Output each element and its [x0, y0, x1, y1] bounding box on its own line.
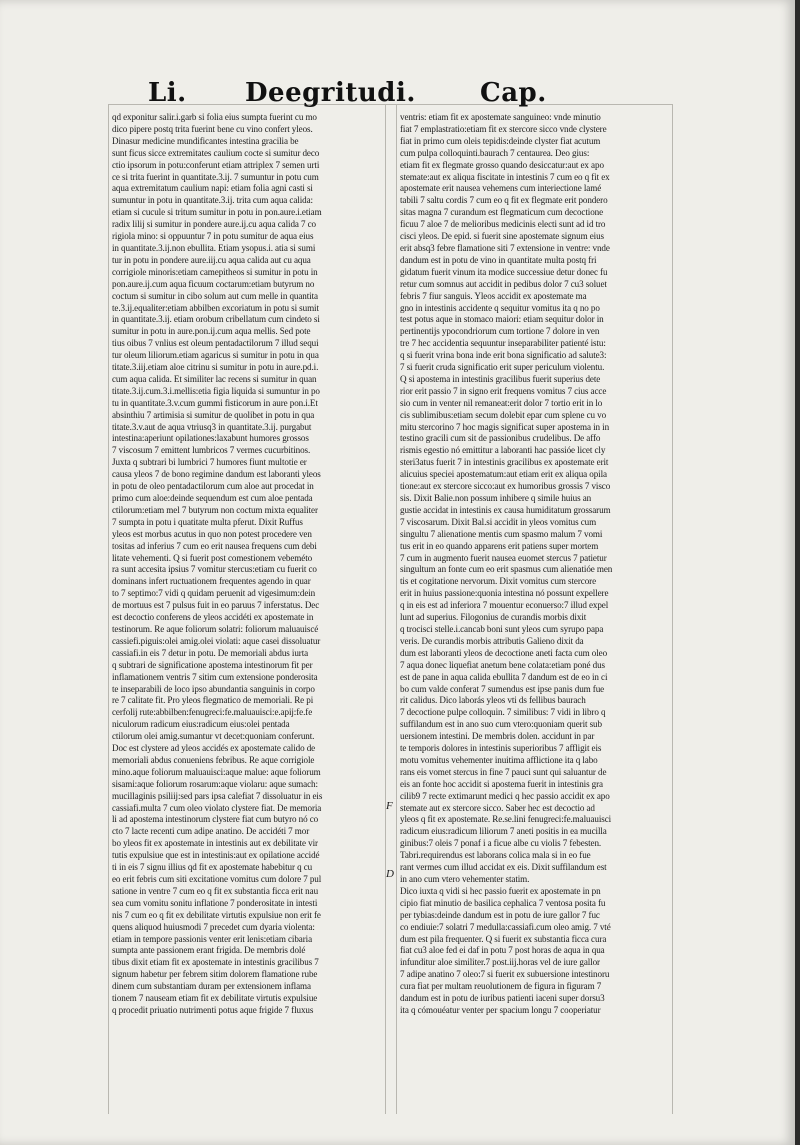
text-line: tis et cogitatione nervorum. Dixit vomitus cum stercore	[400, 576, 597, 587]
text-line: cum pulpa colloquinti.baurach 7 centaurea. Deo gius:	[400, 147, 590, 158]
head-chapter: Cap.	[480, 78, 547, 108]
text-line: cassiafi.in eis 7 detur in potu. De memoriali abdus iurta	[112, 647, 309, 658]
text-line: 7 viscosum 7 emittent lumbricos 7 vermes cucurbitinos.	[112, 445, 311, 456]
text-line: ra sunt accesita ipsius 7 vomitur stercus:etiam cu fuerit co	[112, 564, 317, 575]
text-line: etiam fit ex flegmate grosso quando desiccatur:aut ex apo	[400, 159, 604, 170]
text-line: ita q cómouéatur venter per spacium longu 7 cooperiatur	[400, 1004, 601, 1015]
text-line: fiat 7 emplastratio:etiam fit ex stercore sicco vnde clystere	[400, 123, 607, 134]
text-line: li ad apostema intestinorum clystere fiat cum butyro nó co	[112, 814, 319, 825]
head-folio: Li.	[148, 78, 187, 108]
vertical-rule-left	[108, 104, 109, 1114]
text-line: titate.3.ij.cum.3.i.mellis:etia figia liquida si sumuntur in po	[112, 385, 320, 396]
text-line: eo erit febris cum siti excitatione vomitus cum dolore 7 pul	[112, 874, 322, 884]
text-line: apostemate erit nausea vehemens cum interiectione lamé	[400, 183, 602, 194]
text-line: motu vomitus vehementer inuitima afflictione ita q labo	[400, 754, 598, 765]
margin-note-d: D	[386, 868, 394, 880]
vertical-rule-gutter-right	[396, 104, 397, 1114]
text-line: cis sublimibus:etiam secum dolebit epar cum splene cu vo	[400, 409, 607, 420]
left-text-column	[112, 112, 382, 1017]
text-line: corrigiole minoris:etiam camepitheos si sumitur in potu in	[112, 266, 318, 277]
text-line: te temporis dolores in intestinis superioribus 7 affligit eis	[400, 743, 602, 754]
text-line: ti in eis 7 signu illius qd fit ex apostemate habebitur q cu	[112, 862, 313, 873]
text-line: sumpta ante passionem erant frigida. De membris dolé	[112, 945, 306, 956]
text-line: yleos est morbus acutus in quo non potest procedere ven	[112, 528, 312, 539]
text-line: 7 decoctione pulpe colloquin. 7 similibus: 7 vidi in libro q	[400, 707, 606, 718]
right-text-column	[400, 112, 670, 1017]
text-line: 7 si fuerit cruda significatio erit super periculum violentu.	[400, 362, 605, 373]
text-line: gidatum fuerit vinum ita modice successiue detur donec fu	[400, 266, 608, 277]
text-line: infunditur aloe similiter.7 post.iij.horas vel de iure gallor	[400, 957, 600, 968]
text-line: q procedit priuatio nutrimenti potus aque frigide 7 fluxus	[112, 1004, 314, 1015]
text-line: sumuntur in potu in quantitate.3.ij. trita cum aqua calida:	[112, 195, 313, 206]
text-line: satione in ventre 7 cum eo q fit ex substantia ficca erit nau	[112, 885, 319, 896]
text-line: te inseparabili de loco ipso abundantia sanguinis in corpo	[112, 683, 315, 694]
text-line: rismis egestio nó emittitur a laboranti hac passióe licet cly	[400, 445, 606, 456]
text-line: absinthiu 7 artimisia si sumitur de quolibet in potu in qua	[112, 409, 315, 420]
text-line: in ano cum vtero vehementer statim.	[400, 874, 530, 884]
text-line: in potu de oleo pentadactilorum cum aloe aut procedat in	[112, 481, 314, 492]
text-line: ficuu 7 aloe 7 de melioribus medicinis electi sunt ad id tro	[400, 219, 606, 230]
text-line: tur in potu in pondere aure.iij.cu aqua calida aut cu aqua	[112, 254, 311, 265]
text-line: tutis expulsiue que est in intestinis:aut ex opilatione accidé	[112, 850, 320, 861]
text-line: stemate aut ex stercore sicco. Saber hec est decoctio ad	[400, 802, 595, 813]
text-line: dico pipere postq trita fuerint bene cu vino confert yleos.	[112, 123, 313, 134]
text-line: Dico iuxta q vidi si hec passio fuerit ex apostemate in pn	[400, 885, 601, 896]
text-line: ctio ipsorum in potu:conferunt etiam attriplex 7 semen urti	[112, 159, 320, 170]
text-line: quens aliquod huiusmodi 7 precedet cum dyaria violenta:	[112, 921, 315, 932]
text-line: sio cum in venter nil remaneat:erit dolor 7 tortio erit in lo	[400, 397, 603, 408]
text-line: cassiefi.piguis:olei amig.olei violati: aque casei dissoluatur	[112, 635, 321, 646]
text-line: ventris: etiam fit ex apostemate sanguineo: vnde minutio	[400, 112, 601, 122]
text-line: coctum si sumitur in cibo solum aut cum melle in quantita	[112, 290, 318, 301]
text-line: tositas ad inferius 7 cum eo erit nausea frequens cum debi	[112, 540, 317, 551]
text-line: re 7 calitate fit. Pro yleos flegmatico de memoriali. Re pi	[112, 695, 314, 706]
text-line: fiat in primo cum oleis tepidis:deinde clyster fiat acutum	[400, 135, 601, 146]
text-line: singultu 7 alienatione mentis cum spasmo malum 7 vomi	[400, 528, 603, 539]
text-line: cerfolij rute:abbilben:fenugreci:fe.maluauisci:e.apij:fe.fe	[112, 707, 313, 718]
text-line: mino.aque foliorum maluauisci:aque malue: aque foliorum	[112, 766, 321, 777]
text-line: dum est pila frequenter. Q si fuerit ex substantia ficca cura	[400, 933, 607, 944]
text-line: sumitur in potu in aure.pon.ij.cum aqua mellis. Sed pote	[112, 326, 311, 337]
text-line: rit calidus. Dico laborás yleos vti ds fellibus baurach	[400, 695, 586, 706]
text-line: mitu stercorino 7 hoc magis significat super apostema in in	[400, 421, 610, 432]
text-line: nis 7 cum eo q fit ex debilitate virtutis expulsiue non erit fe	[112, 909, 321, 920]
text-line: q in eis est ad inferiora 7 mouentur econuerso:7 illud expel	[400, 600, 609, 611]
text-line: dandum est in potu de vino in quantitate multa postq fri	[400, 254, 597, 265]
text-line: cum aqua calida. Et similiter lac recens si sumitur in quan	[112, 373, 317, 384]
text-line: fiat cu3 aloe fed ei daf in potu 7 post horas de aqua in qua	[400, 945, 605, 956]
text-line: Juxta q subtrari bi lumbrici 7 humores fiunt multotie er	[112, 457, 307, 468]
text-line: sea cum vomitu sonitu inflatione 7 ponderositate in intesti	[112, 897, 318, 908]
text-line: dominans infert ructuationem frequentes agendo in quar	[112, 576, 311, 587]
text-line: 7 sumpta in potu i quatitate multa pferut. Dixit Ruffus	[112, 516, 303, 527]
text-line: memoriali abdus conueniens febribus. Re aque corrigiole	[112, 754, 315, 765]
text-line: bo yleos fit ex apostemate in intestinis aut ex debilitate vir	[112, 838, 318, 849]
text-line: veris. De curandis morbis attributis Galieno dixit da	[400, 635, 584, 646]
text-line: ctilorum olei amig.sumantur vt decet:quoniam conferunt.	[112, 731, 315, 742]
text-line: te.3.ij.equaliter:etiam abbilben excoriatum in potu si sumit	[112, 302, 319, 313]
text-line: tius oibus 7 vnlius est oleum pentadactilorum 7 illud sequi	[112, 338, 319, 349]
text-line: mucillaginis psiliij:sed pars ipsa calefiat 7 dissoluatur in eis	[112, 790, 323, 801]
text-line: sitas magna 7 curandum est flegmaticum cum decoctione	[400, 207, 604, 218]
text-line: febris 7 fiur sanguis. Yleos accidit ex apostemate ma	[400, 290, 587, 301]
text-line: tione:aut ex stercore sicco:aut ex humoribus grossis 7 visco	[400, 481, 611, 492]
text-line: intestina:aperiunt opilationes:laxabunt humores grossos	[112, 433, 309, 444]
text-line: titate.3.iij.etiam aloe citrinu si sumitur in potu in aure.pd.i.	[112, 362, 319, 373]
text-line: aqua extremitatum caulium napi: etiam folia agni casti si	[112, 183, 313, 194]
text-line: q si fuerit vrina bona inde erit bona significatio ad salute3:	[400, 350, 607, 361]
text-line: tus erit in eo quando apparens erit patiens super mortem	[400, 540, 599, 551]
text-line: gno in intestinis accidente q sequitur vomitus ita q no po	[400, 302, 600, 313]
text-line: dinem cum substantiam duram per extensionem inflama	[112, 981, 311, 992]
text-line: ginibus:7 oleis 7 ponaf i a ficue albe cu violis 7 febesten.	[400, 838, 602, 849]
text-line: cilib9 7 recte extimarunt medici q hec passio accidit ex apo	[400, 790, 610, 801]
text-line: cto 7 lacte recenti cum adipe anatino. De accidéti 7 mor	[112, 826, 310, 837]
text-line: Tabri.requirendus est laborans colica mala si in eo fue	[400, 850, 591, 861]
text-line: niculorum radicum eius:radicum eius:olei pentada	[112, 719, 290, 730]
text-line: causa yleos 7 de bono regimine dandum est laboranti yleos	[112, 469, 321, 480]
text-line: est decoctio conferens de yleos accidéti ex apostemate in	[112, 612, 314, 623]
text-line: tur oleum liliorum.etiam agaricus si sumitur in potu in qua	[112, 350, 319, 361]
text-line: ce si trita fuerint in quantitate.3.ij. 7 sumuntur in potu cum	[112, 171, 319, 182]
text-line: 7 adipe anatino 7 oleo:7 si fuerit ex subuersione intestinoru	[400, 969, 610, 980]
text-line: qd exponitur salir.i.garb si folia eius sumpta fuerint cu mo	[112, 112, 317, 122]
text-line: tu in quantitate.3.v.cum gummi fisticorum in aure pon.i.Et	[112, 397, 318, 408]
text-line: inflamationem ventris 7 sitim cum extensione ponderosita	[112, 671, 318, 682]
text-line: lunt ad superius. Filogonius de curandis morbis dixit	[400, 612, 587, 623]
text-line: est de pane in aqua calida ebullita 7 dandum est de eo in ci	[400, 671, 608, 682]
text-line: Q si apostema in intestinis gracilibus fuerit superius dete	[400, 373, 601, 384]
text-line: radix lilij si sumitur in pondere aure.ij.cu aqua calida 7 co	[112, 219, 317, 230]
text-line: radicum eius:radicum liliorum 7 aneti positis in ea mucilla	[400, 826, 607, 837]
text-line: tibus dixit etiam fit ex apostemate in intestinis gracilibus 7	[112, 957, 319, 968]
text-line: etiam si cucule si tritum sumitur in potu in pon.aure.i.etiam	[112, 207, 322, 218]
text-line: litate vehementi. Q si fuerit post comestionem vebeméto	[112, 552, 313, 563]
text-line: cipio fiat minutio de basilica cephalica 7 ventosa posita fu	[400, 897, 606, 908]
text-line: steri3atus fuerit 7 in intestinis gracilibus ex apostemate erit	[400, 457, 609, 468]
text-line: gustie accidat in intestinis ex causa humiditatum grossarum	[400, 504, 611, 515]
text-line: dum est laboranti yleos de decoctione aneti facta cum oleo	[400, 647, 608, 658]
vertical-rule-right	[672, 104, 673, 1114]
text-line: sunt ficus sicce extremitates caulium cocte si sumitur deco	[112, 147, 320, 158]
text-line: uersionem intestini. De membris dolen. accidunt in par	[400, 731, 595, 742]
text-line: eis an fonte hoc accidit si apostema fuerit in intestinis gra	[400, 778, 603, 789]
text-line: tionem 7 nauseam etiam fit ex debilitate virtutis expulsiue	[112, 993, 318, 1004]
text-line: 7 aqua donec liquefiat anetum bene colata:etiam poné dus	[400, 659, 605, 670]
text-line: sisami:aque foliorum rosarum:aque violaru: aque sumach:	[112, 778, 318, 789]
text-line: bo cum valde conferat 7 sumendus est ipse panis dum fue	[400, 683, 605, 694]
text-line: to 7 septimo:7 vidi q quidam peruenit ad vigesimum:dein	[112, 588, 316, 599]
text-line: pon.aure.ij.cum aqua ficuum coctarum:etiam butyrum no	[112, 278, 315, 289]
text-line: erit in huius passione:quonia intestina nó possunt expellere	[400, 588, 609, 599]
text-line: tre 7 hec accidentia sequuntur inseparabiliter patienté istu:	[400, 338, 606, 349]
text-line: primo cum aloe:deinde sequendum est cum aloe pentada	[112, 493, 313, 503]
text-line: rigiola mino: si oppuuntur 7 in potu sumitur de aqua eius	[112, 231, 314, 242]
text-line: ctilorum:etiam mel 7 butyrum non coctum mixta equaliter	[112, 504, 318, 515]
text-line: stemate:aut ex aliqua fiscitate in intestinis 7 cum eo q fit ex	[400, 171, 610, 182]
text-line: test potus aque in stomaco maiori: etiam sequitur dolor in	[400, 314, 604, 325]
text-line: cassiafi.multa 7 cum oleo violato clystere fiat. De memoria	[112, 802, 322, 813]
text-line: Doc est clystere ad yleos accidés ex apostemate calido de	[112, 743, 316, 754]
text-line: per tybias:deinde dandum est in potu de iure gallor 7 fuc	[400, 909, 600, 920]
text-line: q trocisci stelle.i.cancab boni sunt yleos cum syrupo papa	[400, 623, 604, 634]
text-line: rior erit passio 7 in signo erit frequens vomitus 7 cius acce	[400, 385, 607, 396]
text-line: cura fiat per multam reuolutionem de figura in figuram 7	[400, 981, 602, 992]
text-line: signum habetur per febrem sitim dolorem flamatione rube	[112, 969, 318, 980]
text-line: de mortuus est 7 pulsus fuit in eo paruus 7 inferstatus. Dec	[112, 600, 320, 611]
text-line: 7 viscosarum. Dixit Bal.si accidit in yleos vomitus cum	[400, 516, 597, 527]
text-line: co endiuie:7 solatri 7 medulla:cassiafi.cum oleo amig. 7 vté	[400, 921, 611, 932]
text-line: testino gracili cum sit de passionibus crudelibus. De affo	[400, 433, 601, 444]
text-line: tabili 7 saltu cordis 7 cum eo q fit ex flegmate erit pondero	[400, 195, 608, 206]
text-line: retur cum somnus aut accidit in pedibus dolor 7 cu3 soluet	[400, 278, 607, 289]
text-line: 7 cum in augmento fuerit nausea euomet stercus 7 patietur	[400, 552, 607, 563]
margin-note-f: F	[386, 800, 393, 812]
text-line: testinorum. Re aque foliorum solatri: foliorum maluauiscé	[112, 623, 319, 634]
text-line: titate.3.v.aut de aqua vtriusq3 in quantitate.3.ij. purgabut	[112, 421, 312, 432]
text-line: suffilandum est in ano suo cum vtero:quoniam querit sub	[400, 719, 602, 730]
text-line: sis. Dixit Balie.non possum inhibere q simile huius an	[400, 493, 592, 503]
text-line: dandum est in potu de iuribus patienti iaceni super dorsu3	[400, 993, 605, 1004]
text-line: rant vermes cum illud accidat ex eis. Dixit suffilandum est	[400, 862, 607, 873]
text-line: singultum an fonte cum eo erit spasmus cum alienatióe men	[400, 564, 613, 575]
text-line: q subtrari de significatione apostema intestinorum fit per	[112, 659, 313, 670]
text-line: Dinasur medicine mundificantes intestina gracilia be	[112, 135, 299, 146]
text-line: rans eis vomet stercus in fine 7 pauci sunt qui saluantur de	[400, 766, 607, 777]
text-line: etiam in tempore passionis venter erit lenis:etiam cibaria	[112, 933, 313, 944]
text-line: yleos q fit ex apostemate. Re.se.lini fenugreci:fe.maluauisci	[400, 814, 612, 825]
text-line: in quantitate.3.ij.non ebullita. Etiam ysopus.i. atia si sumi	[112, 242, 316, 253]
text-line: erit absq3 febre flamatione siti 7 extensione in ventre: vnde	[400, 242, 610, 253]
text-line: in quantitate.3.ij. etiam orobum cribellatum cum cindeto si	[112, 314, 320, 325]
head-title: Deegritudi.	[245, 78, 416, 108]
page-edge-shadow	[795, 0, 800, 1145]
text-line: cisci yleos. De epid. si fuerit sine apostemate signum eius	[400, 231, 604, 242]
vertical-rule-gutter-left	[385, 104, 386, 1114]
text-line: pertinentijs ypocondriorum cum tortione 7 dolore in ven	[400, 326, 600, 337]
text-line: alicuius speciei apostematum:aut etiam erit ex aliqua opila	[400, 469, 607, 480]
